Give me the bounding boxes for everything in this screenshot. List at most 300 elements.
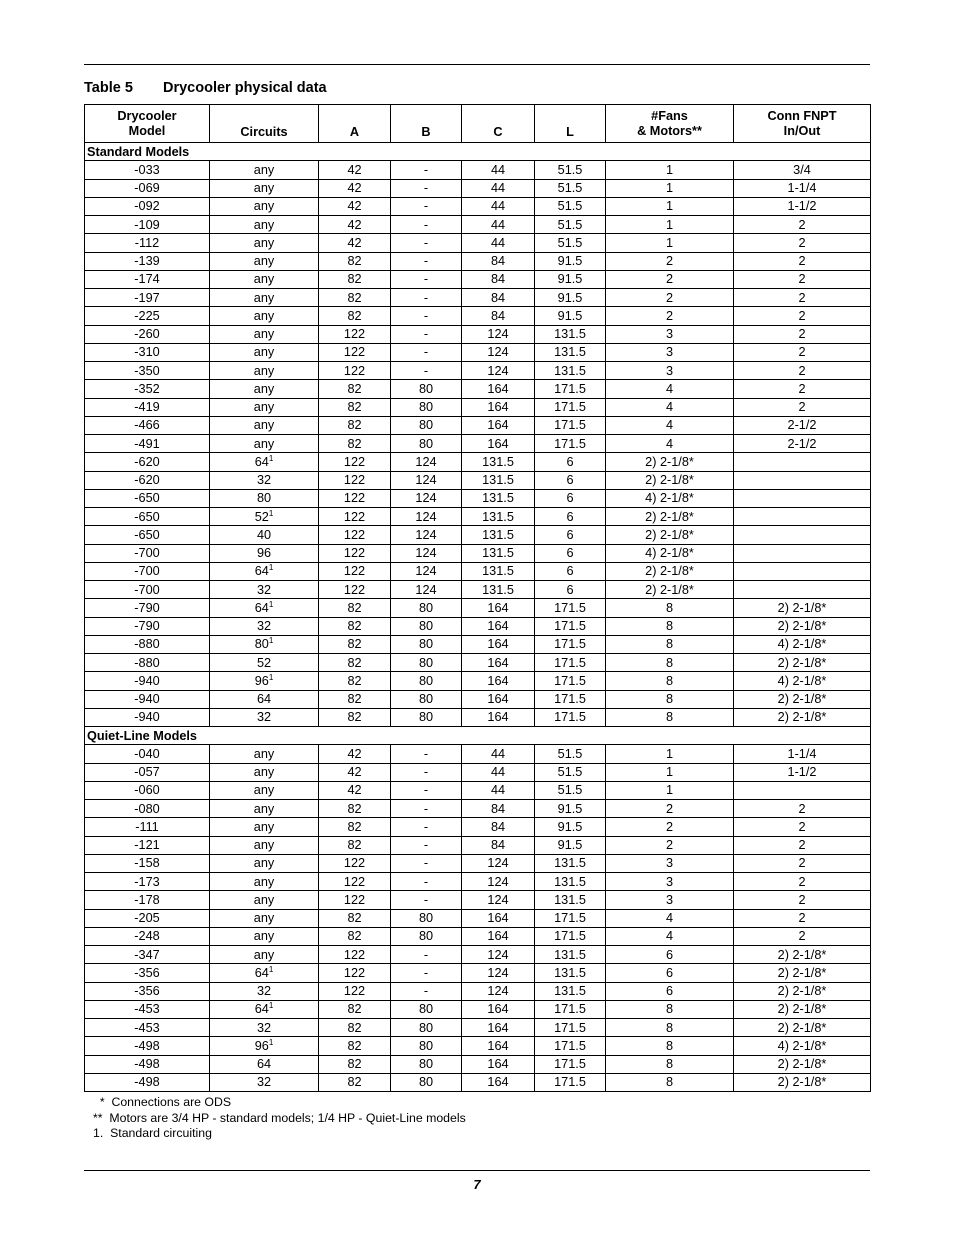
table-cell: 82 (319, 927, 391, 945)
table-cell: 122 (319, 964, 391, 982)
table-cell (734, 453, 871, 471)
table-cell: 82 (319, 909, 391, 927)
table-row (85, 179, 871, 197)
table-cell: 42 (319, 763, 391, 781)
table-cell: 2) 2-1/8* (606, 508, 734, 526)
table-cell: 164 (462, 435, 535, 453)
table-row (85, 873, 871, 891)
table-cell: 91.5 (535, 800, 606, 818)
table-cell: 82 (319, 836, 391, 854)
table-cell: 2 (734, 234, 871, 252)
table-cell: 2 (734, 891, 871, 909)
table-cell: 2 (734, 380, 871, 398)
table-cell: 80 (391, 1073, 462, 1091)
table-cell: - (391, 161, 462, 179)
table-cell: any (210, 325, 319, 343)
table-cell: 80 (391, 635, 462, 653)
table-cell: 84 (462, 289, 535, 307)
table-cell: 82 (319, 818, 391, 836)
table-cell: any (210, 946, 319, 964)
table-cell: 164 (462, 690, 535, 708)
table-cell: 4 (606, 416, 734, 434)
table-cell: 2) 2-1/8* (606, 453, 734, 471)
page-number: 7 (473, 1177, 481, 1192)
table-cell: any (210, 818, 319, 836)
table-cell: 164 (462, 1073, 535, 1091)
table-cell: 2 (606, 818, 734, 836)
table-row (85, 690, 871, 708)
table-cell: 171.5 (535, 1037, 606, 1055)
table-cell (734, 526, 871, 544)
table-cell: -491 (85, 435, 210, 453)
table-cell: -498 (85, 1037, 210, 1055)
table-cell: 131.5 (535, 854, 606, 872)
table-cell: any (210, 435, 319, 453)
table-cell: 32 (210, 708, 319, 726)
table-cell: 91.5 (535, 270, 606, 288)
table-cell: 4) 2-1/8* (606, 489, 734, 507)
table-cell: 2) 2-1/8* (734, 946, 871, 964)
table-cell: 2) 2-1/8* (734, 1055, 871, 1073)
table-cell: 2) 2-1/8* (734, 654, 871, 672)
table-cell: - (391, 289, 462, 307)
section-title: Standard Models (85, 143, 871, 161)
table-cell: 164 (462, 654, 535, 672)
table-cell: 52 (210, 654, 319, 672)
table-cell: $64^1$ (210, 1000, 319, 1018)
table-cell: 2 (734, 800, 871, 818)
header-model: Drycooler Model (85, 105, 210, 143)
table-cell: any (210, 763, 319, 781)
table-cell: 2 (734, 398, 871, 416)
table-cell: 122 (319, 325, 391, 343)
section-title: Quiet-Line Models (85, 727, 871, 745)
footer-rule (84, 1170, 870, 1171)
table-cell: 171.5 (535, 1000, 606, 1018)
table-cell: $96^1$ (210, 1037, 319, 1055)
table-cell (734, 489, 871, 507)
table-cell: 80 (391, 690, 462, 708)
table-cell: 8 (606, 1037, 734, 1055)
table-cell: $80^1$ (210, 635, 319, 653)
table-cell: -080 (85, 800, 210, 818)
table-cell: 80 (391, 380, 462, 398)
footnote-marker: 1 (268, 1037, 274, 1047)
table-cell: 124 (462, 343, 535, 361)
table-cell: 6 (535, 471, 606, 489)
table-cell: -092 (85, 197, 210, 215)
table-cell: 3 (606, 873, 734, 891)
table-cell: 6 (606, 964, 734, 982)
table-cell: 171.5 (535, 435, 606, 453)
table-cell: - (391, 781, 462, 799)
table-cell: 122 (319, 471, 391, 489)
table-cell: -498 (85, 1073, 210, 1091)
table-cell: 4 (606, 398, 734, 416)
table-cell: 42 (319, 216, 391, 234)
table-cell: - (391, 197, 462, 215)
table-cell: 124 (462, 362, 535, 380)
table-cell: 6 (535, 544, 606, 562)
table-cell: 171.5 (535, 416, 606, 434)
footnote-marker: 1 (268, 453, 274, 463)
table-row (85, 252, 871, 270)
table-cell: 82 (319, 307, 391, 325)
table-cell: any (210, 416, 319, 434)
table-cell: 1 (606, 216, 734, 234)
table-row (85, 508, 871, 526)
table-cell: 164 (462, 672, 535, 690)
table-cell: 2 (734, 818, 871, 836)
table-row (85, 526, 871, 544)
table-cell: 91.5 (535, 818, 606, 836)
table-row (85, 891, 871, 909)
table-cell: 8 (606, 654, 734, 672)
header-a: A (319, 105, 391, 143)
table-cell: 82 (319, 380, 391, 398)
table-number: Table 5 (84, 80, 133, 96)
table-row (85, 270, 871, 288)
table-cell: 3 (606, 854, 734, 872)
header-conn-fnpt: Conn FNPT In/Out (734, 105, 871, 143)
table-cell: 82 (319, 398, 391, 416)
table-cell: 2 (606, 252, 734, 270)
table-cell: 2 (734, 343, 871, 361)
table-row (85, 1055, 871, 1073)
table-row (85, 781, 871, 799)
table-cell: -466 (85, 416, 210, 434)
header-row (85, 105, 871, 143)
table-cell: any (210, 398, 319, 416)
table-row (85, 836, 871, 854)
table-cell: 6 (535, 508, 606, 526)
table-cell: -197 (85, 289, 210, 307)
table-cell: 44 (462, 234, 535, 252)
table-cell: 164 (462, 1037, 535, 1055)
table-cell: 122 (319, 581, 391, 599)
header-b: B (391, 105, 462, 143)
table-cell: 80 (210, 489, 319, 507)
table-cell: 42 (319, 161, 391, 179)
table-cell: 96 (210, 544, 319, 562)
table-cell: - (391, 854, 462, 872)
table-cell: 80 (391, 672, 462, 690)
table-cell: any (210, 909, 319, 927)
table-cell: 1-1/2 (734, 763, 871, 781)
table-cell: 124 (391, 508, 462, 526)
table-cell: 64 (210, 1055, 319, 1073)
table-cell: 171.5 (535, 654, 606, 672)
table-cell: 51.5 (535, 234, 606, 252)
table-cell: 1 (606, 781, 734, 799)
table-cell: 122 (319, 891, 391, 909)
table-cell: 1-1/4 (734, 745, 871, 763)
table-cell: 44 (462, 745, 535, 763)
table-cell: 8 (606, 672, 734, 690)
table-cell: 80 (391, 1055, 462, 1073)
table-cell: 124 (391, 544, 462, 562)
table-row (85, 800, 871, 818)
table-cell: any (210, 873, 319, 891)
table-cell: 80 (391, 708, 462, 726)
table-cell: 131.5 (535, 891, 606, 909)
table-cell: $64^1$ (210, 562, 319, 580)
table-cell: -069 (85, 179, 210, 197)
table-cell: 8 (606, 617, 734, 635)
table-cell: 80 (391, 1000, 462, 1018)
table-cell: 122 (319, 982, 391, 1000)
table-cell: 4) 2-1/8* (606, 544, 734, 562)
table-cell: 1 (606, 197, 734, 215)
table-row (85, 581, 871, 599)
table-cell: 122 (319, 562, 391, 580)
table-cell: 122 (319, 508, 391, 526)
table-cell: any (210, 197, 319, 215)
table-cell: 8 (606, 1019, 734, 1037)
table-cell: 2 (734, 270, 871, 288)
table-cell: 84 (462, 818, 535, 836)
table-row (85, 909, 871, 927)
table-row (85, 1000, 871, 1018)
table-cell: 131.5 (462, 453, 535, 471)
table-cell: 124 (391, 581, 462, 599)
table-cell: -111 (85, 818, 210, 836)
footnote-marker: 1 (268, 636, 274, 646)
table-cell: 2 (734, 927, 871, 945)
table-row (85, 362, 871, 380)
table-cell: 4 (606, 909, 734, 927)
table-cell: 32 (210, 1073, 319, 1091)
table-cell: 44 (462, 179, 535, 197)
table-cell: 122 (319, 873, 391, 891)
table-cell: 80 (391, 398, 462, 416)
table-cell: 124 (391, 453, 462, 471)
table-cell: 131.5 (462, 562, 535, 580)
table-cell: 2) 2-1/8* (734, 1000, 871, 1018)
table-cell: 3 (606, 343, 734, 361)
table-cell: 2) 2-1/8* (734, 690, 871, 708)
table-row (85, 343, 871, 361)
table-cell: 2 (734, 289, 871, 307)
table-cell: 2) 2-1/8* (606, 581, 734, 599)
table-cell: 80 (391, 617, 462, 635)
table-cell: -158 (85, 854, 210, 872)
table-cell: 80 (391, 1019, 462, 1037)
table-cell: -650 (85, 526, 210, 544)
table-row (85, 1037, 871, 1055)
table-cell: 51.5 (535, 745, 606, 763)
table-cell: 51.5 (535, 763, 606, 781)
table-cell: -057 (85, 763, 210, 781)
table-cell: -453 (85, 1000, 210, 1018)
table-cell: - (391, 252, 462, 270)
table-row (85, 453, 871, 471)
header-rule (84, 64, 870, 65)
table-cell: 171.5 (535, 617, 606, 635)
table-cell: 91.5 (535, 252, 606, 270)
table-row (85, 197, 871, 215)
table-row (85, 964, 871, 982)
table-cell: -650 (85, 489, 210, 507)
table-cell: -225 (85, 307, 210, 325)
table-cell: 51.5 (535, 179, 606, 197)
table-cell: any (210, 927, 319, 945)
table-row (85, 289, 871, 307)
table-cell: 44 (462, 763, 535, 781)
table-cell: 6 (535, 562, 606, 580)
table-cell: 164 (462, 708, 535, 726)
table-cell (734, 544, 871, 562)
table-cell: 131.5 (462, 544, 535, 562)
table-cell: 42 (319, 781, 391, 799)
table-cell: 82 (319, 672, 391, 690)
table-cell: 124 (462, 873, 535, 891)
table-cell: $64^1$ (210, 599, 319, 617)
table-cell: 124 (391, 471, 462, 489)
table-cell: -350 (85, 362, 210, 380)
table-cell: 171.5 (535, 672, 606, 690)
table-cell: 84 (462, 307, 535, 325)
table-cell: 82 (319, 1073, 391, 1091)
table-row (85, 927, 871, 945)
table-cell: any (210, 289, 319, 307)
table-cell: 171.5 (535, 927, 606, 945)
table-cell: - (391, 270, 462, 288)
table-cell: 124 (462, 982, 535, 1000)
table-cell: 2) 2-1/8* (734, 964, 871, 982)
header-c: C (462, 105, 535, 143)
table-cell: 124 (462, 946, 535, 964)
table-cell: 2) 2-1/8* (606, 526, 734, 544)
section-row (85, 727, 871, 745)
table-cell: 124 (462, 964, 535, 982)
footnote: 1. Standard circuiting (93, 1126, 212, 1140)
table-cell: 2) 2-1/8* (734, 982, 871, 1000)
header-fans-motors: #Fans & Motors** (606, 105, 734, 143)
table-cell: 2 (734, 909, 871, 927)
table-cell: 2 (606, 800, 734, 818)
table-cell: 131.5 (462, 489, 535, 507)
table-cell: -498 (85, 1055, 210, 1073)
table-cell: any (210, 161, 319, 179)
table-cell: 122 (319, 453, 391, 471)
table-cell: -700 (85, 544, 210, 562)
table-cell: any (210, 307, 319, 325)
table-cell: 2 (734, 836, 871, 854)
table-row (85, 635, 871, 653)
table-cell: 164 (462, 398, 535, 416)
table-cell: 82 (319, 1019, 391, 1037)
table-cell: - (391, 982, 462, 1000)
table-cell: 44 (462, 781, 535, 799)
table-row (85, 161, 871, 179)
table-cell: 42 (319, 234, 391, 252)
table-row (85, 435, 871, 453)
table-cell: - (391, 234, 462, 252)
table-cell: 131.5 (462, 471, 535, 489)
table-cell: 2) 2-1/8* (734, 617, 871, 635)
table-cell: 2) 2-1/8* (606, 562, 734, 580)
table-row (85, 818, 871, 836)
table-cell: 2 (606, 836, 734, 854)
table-cell: 124 (462, 325, 535, 343)
table-cell: 6 (535, 526, 606, 544)
table-cell: 2 (734, 252, 871, 270)
table-row (85, 398, 871, 416)
table-cell: 6 (606, 946, 734, 964)
footnote-marker: 1 (268, 964, 274, 974)
table-cell: 2 (734, 307, 871, 325)
table-cell: 171.5 (535, 398, 606, 416)
table-cell: 82 (319, 599, 391, 617)
table-cell: 131.5 (535, 873, 606, 891)
table-cell: 4 (606, 927, 734, 945)
table-row (85, 745, 871, 763)
table-cell: 1 (606, 179, 734, 197)
table-cell: 32 (210, 617, 319, 635)
table-row (85, 416, 871, 434)
table-cell: 164 (462, 1055, 535, 1073)
table-row (85, 1019, 871, 1037)
table-cell: -356 (85, 982, 210, 1000)
header-l: L (535, 105, 606, 143)
table-cell: 122 (319, 489, 391, 507)
table-cell: 32 (210, 1019, 319, 1037)
table-cell: 124 (462, 891, 535, 909)
table-cell: any (210, 891, 319, 909)
table-caption (84, 80, 327, 96)
footnote-marker: 1 (268, 672, 274, 682)
table-cell: 44 (462, 161, 535, 179)
table-cell: 40 (210, 526, 319, 544)
table-cell: 80 (391, 435, 462, 453)
table-cell: any (210, 854, 319, 872)
table-cell: 164 (462, 380, 535, 398)
table-cell: - (391, 745, 462, 763)
table-cell: 51.5 (535, 781, 606, 799)
table-cell: 8 (606, 690, 734, 708)
table-cell: 171.5 (535, 708, 606, 726)
table-cell: 3 (606, 891, 734, 909)
table-cell: -121 (85, 836, 210, 854)
footnotes (93, 1095, 466, 1142)
table-cell: 8 (606, 599, 734, 617)
table-cell: -700 (85, 581, 210, 599)
table-cell: 171.5 (535, 1073, 606, 1091)
table-cell: 164 (462, 1019, 535, 1037)
table-cell: 2 (734, 873, 871, 891)
table-cell: - (391, 343, 462, 361)
table-cell: -940 (85, 672, 210, 690)
table-cell: 171.5 (535, 599, 606, 617)
table-cell: -700 (85, 562, 210, 580)
table-cell: 171.5 (535, 1055, 606, 1073)
table-cell: 124 (391, 489, 462, 507)
table-cell: - (391, 836, 462, 854)
table-cell: -650 (85, 508, 210, 526)
table-cell: 32 (210, 471, 319, 489)
table-cell: 124 (391, 562, 462, 580)
table-cell: -790 (85, 599, 210, 617)
table-cell: 32 (210, 581, 319, 599)
table-cell: 51.5 (535, 216, 606, 234)
table-cell: 82 (319, 708, 391, 726)
table-cell: 131.5 (535, 343, 606, 361)
table-cell: 1 (606, 763, 734, 781)
table-cell: 171.5 (535, 690, 606, 708)
table-cell: 6 (535, 489, 606, 507)
table-cell (734, 471, 871, 489)
